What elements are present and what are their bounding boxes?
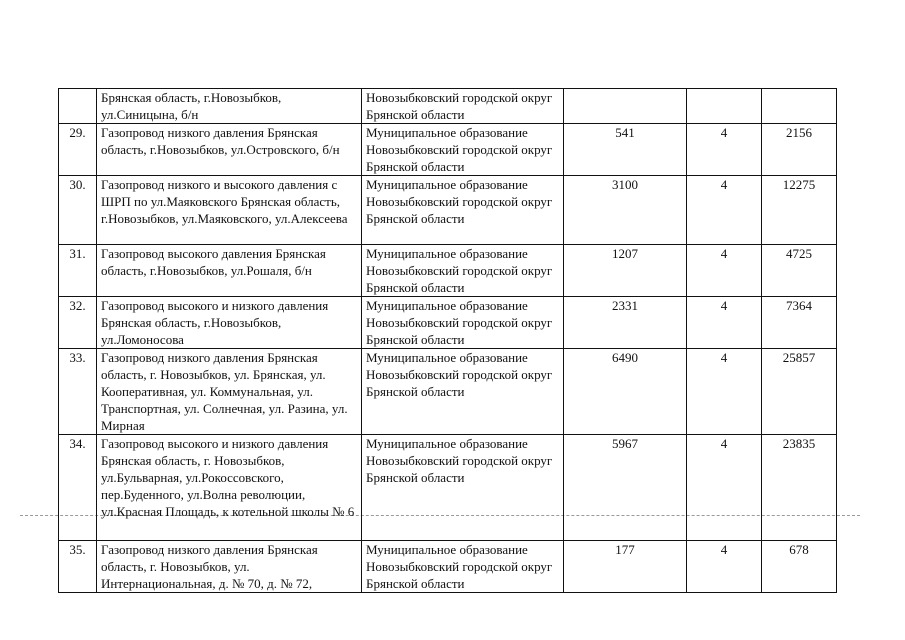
row-number bbox=[59, 89, 97, 124]
object-name-cell: Газопровод высокого и низкого давления Брянская область, г. Новозыбков, ул.Бульварная, ул.Рокоссовского, пер.Буденного, ул.Волна революции, ул.Красная Площадь, к котельной школы № 6 bbox=[97, 435, 362, 541]
owner-cell: Муниципальное образование Новозыбковский городской округ Брянской области bbox=[362, 349, 564, 435]
column-6-cell: 678 bbox=[762, 541, 837, 593]
owner-cell: Муниципальное образование Новозыбковский городской округ Брянской области bbox=[362, 245, 564, 297]
object-name-cell: Газопровод низкого и высокого давления с ШРП по ул.Маяковского Брянская область, г.Новозыбков, ул.Маяковского, ул.Алексеева bbox=[97, 176, 362, 245]
table-row bbox=[59, 349, 837, 435]
column-6-cell: 4725 bbox=[762, 245, 837, 297]
owner-cell: Муниципальное образование Новозыбковский городской округ Брянской области bbox=[362, 176, 564, 245]
owner-cell: Новозыбковский городской округ Брянской области bbox=[362, 89, 564, 124]
row-number: 29. bbox=[59, 124, 97, 176]
owner-cell: Муниципальное образование Новозыбковский городской округ Брянской области bbox=[362, 124, 564, 176]
table-row bbox=[59, 124, 837, 176]
column-5-cell: 4 bbox=[687, 245, 762, 297]
owner-cell: Муниципальное образование Новозыбковский городской округ Брянской области bbox=[362, 435, 564, 541]
column-5-cell: 4 bbox=[687, 349, 762, 435]
row-number: 30. bbox=[59, 176, 97, 245]
object-name-cell: Газопровод высокого давления Брянская область, г.Новозыбков, ул.Рошаля, б/н bbox=[97, 245, 362, 297]
length-cell bbox=[564, 89, 687, 124]
owner-cell: Муниципальное образование Новозыбковский городской округ Брянской области bbox=[362, 541, 564, 593]
row-number: 31. bbox=[59, 245, 97, 297]
row-number: 32. bbox=[59, 297, 97, 349]
table-row bbox=[59, 176, 837, 245]
column-6-cell: 2156 bbox=[762, 124, 837, 176]
length-cell: 3100 bbox=[564, 176, 687, 245]
column-6-cell bbox=[762, 89, 837, 124]
column-5-cell bbox=[687, 89, 762, 124]
length-cell: 5967 bbox=[564, 435, 687, 541]
column-6-cell: 7364 bbox=[762, 297, 837, 349]
length-cell: 1207 bbox=[564, 245, 687, 297]
column-6-cell: 23835 bbox=[762, 435, 837, 541]
row-number: 35. bbox=[59, 541, 97, 593]
object-name-cell: Газопровод высокого и низкого давления Брянская область, г.Новозыбков, ул.Ломоносова bbox=[97, 297, 362, 349]
length-cell: 541 bbox=[564, 124, 687, 176]
table-row bbox=[59, 541, 837, 593]
registry-table-body bbox=[59, 89, 837, 593]
length-cell: 177 bbox=[564, 541, 687, 593]
column-5-cell: 4 bbox=[687, 297, 762, 349]
object-name-cell: Газопровод низкого давления Брянская область, г. Новозыбков, ул. Интернациональная, д. № 70, д. № 72, bbox=[97, 541, 362, 593]
row-number: 33. bbox=[59, 349, 97, 435]
column-5-cell: 4 bbox=[687, 541, 762, 593]
table-row bbox=[59, 89, 837, 124]
column-5-cell: 4 bbox=[687, 435, 762, 541]
length-cell: 6490 bbox=[564, 349, 687, 435]
table-row bbox=[59, 245, 837, 297]
object-name-cell: Брянская область, г.Новозыбков, ул.Синицына, б/н bbox=[97, 89, 362, 124]
table-row bbox=[59, 435, 837, 541]
registry-table bbox=[58, 88, 837, 593]
object-name-cell: Газопровод низкого давления Брянская область, г. Новозыбков, ул. Брянская, ул. Кооперативная, ул. Коммунальная, ул. Транспортная, ул. Солнечная, ул. Разина, ул. Мирная bbox=[97, 349, 362, 435]
owner-cell: Муниципальное образование Новозыбковский городской округ Брянской области bbox=[362, 297, 564, 349]
row-number: 34. bbox=[59, 435, 97, 541]
table-row bbox=[59, 297, 837, 349]
column-6-cell: 12275 bbox=[762, 176, 837, 245]
length-cell: 2331 bbox=[564, 297, 687, 349]
column-5-cell: 4 bbox=[687, 176, 762, 245]
column-6-cell: 25857 bbox=[762, 349, 837, 435]
object-name-cell: Газопровод низкого давления Брянская область, г.Новозыбков, ул.Островского, б/н bbox=[97, 124, 362, 176]
column-5-cell: 4 bbox=[687, 124, 762, 176]
